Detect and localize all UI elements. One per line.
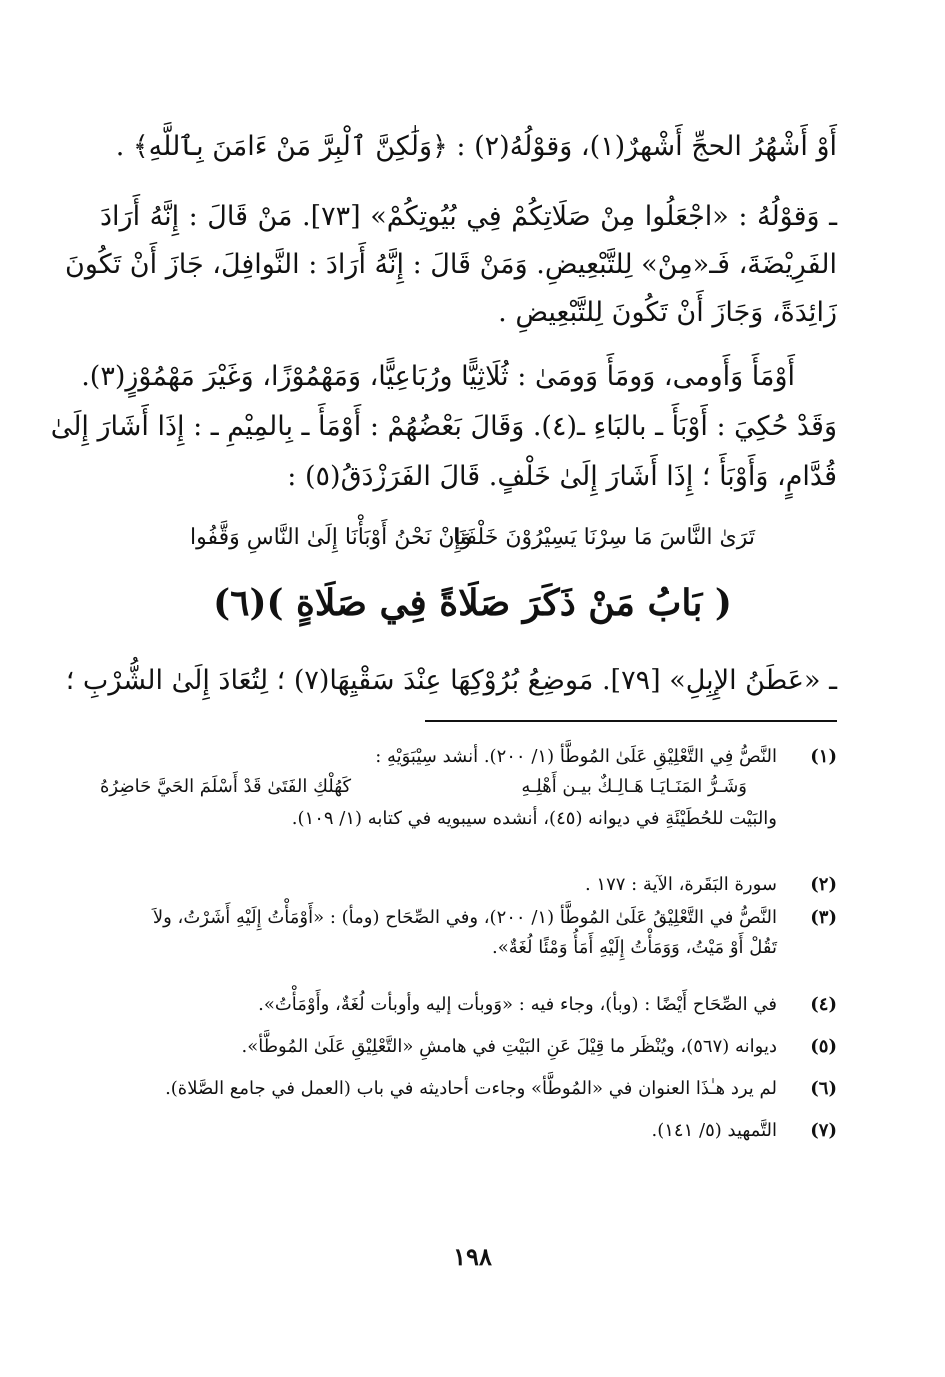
footnote-text: ديوانه (٥٦٧)، ويُنْظَر ما قِيْلَ عَنِ البَيْتِ في هامشِ «التَّعْلِيْقِ عَلَىٰ المُوطَّأ». bbox=[241, 1036, 777, 1057]
chapter-title: ( بَابُ مَنْ ذَكَرَ صَلَاةً فِي صَلَاةٍ )(٦) bbox=[213, 582, 732, 624]
footnote-text: لم يرد هـٰذَا العنوان في «المُوطَّأ» وجاءت أحاديثه في باب (العمل في جامع الصَّلاة). bbox=[165, 1078, 777, 1099]
footnote-verse-first: وَشَـرُّ المَنَـايَـا هَـالِـكٌ بيـن أَهْلِـهِ bbox=[521, 776, 747, 797]
text-line-6: وَقَدْ حُكِيَ : أَوْبَأَ ـ بالبَاءِ ـ(٤). وَقَالَ بَعْضُهُمْ : أَوْمَأَ ـ بِالمِيْمِ ـ : إِذَا أَشَارَ إِلَىٰ bbox=[50, 411, 837, 442]
footnote-text: في الصِّحَاح أَيْضًا : (وبأ)، وجاء فيه : «وَوبأت إليه وأوبأت لُغَةٌ، وأَوْمَأْتُ». bbox=[258, 994, 777, 1015]
footnote-number: (٥) bbox=[810, 1036, 837, 1057]
text-line-7: قُدَّامٍ، وَأَوْبَأَ ؛ إِذَا أَشَارَ إِلَىٰ خَلْفٍ. قَالَ الفَرَزْدَقُ(٥) : bbox=[287, 461, 837, 492]
footnote-text: النَّصُّ في التَّعْلِيْقُ عَلَىٰ المُوطَّأ (١/ ٢٠٠)، وفي الصِّحَاح (ومأ) : «أَوْمَأْتُ إِلَيْهِ أَشَرْتُ، ولاَ bbox=[152, 907, 777, 928]
footnote-text: النَّصُّ فِي التَّعْلِيْقِ عَلَىٰ المُوطَّأ (١/ ٢٠٠). أنشد سِيْبَوَيْهِ : bbox=[375, 746, 777, 767]
footnote-text: التَّمهيد (٥/ ١٤١). bbox=[651, 1120, 777, 1141]
footnote-1 bbox=[100, 742, 837, 842]
footnote-number: (٣) bbox=[810, 907, 837, 928]
text-line-2: ـ وَقوْلُهُ : «اجْعَلُوا مِنْ صَلَاتِكُمْ فِي بُيُوتِكُمْ» [٧٣]. مَنْ قَالَ : إِنَّهُ أَرَادَ bbox=[100, 201, 837, 232]
page-number: ١٩٨ bbox=[453, 1242, 492, 1271]
footnote-number: (١) bbox=[810, 746, 837, 767]
footnote-verse-second: كَهُلْكِ الفَتَىٰ قَدْ أَسْلَمَ الحَيَّ حَاضِرُهُ bbox=[100, 776, 352, 797]
footnote-number: (٦) bbox=[810, 1078, 837, 1099]
text-line-last: ـ «عَطَنُ الإِبِلِ» [٧٩]. مَوضِعُ بُرُوْكِهَا عِنْدَ سَقْيِهَا(٧) ؛ لِتُعَادَ إِلَىٰ الشُّرْبِ ؛ bbox=[65, 665, 837, 696]
footnote-text-continued: تَقُلْ أَوْ مَيْتُ، وَوَمَأْتُ إِلَيْهِ أَمَأُ وَمْئًا لُغَةٌ». bbox=[491, 937, 777, 958]
text-line-4: زَائِدَةً، وَجَازَ أَنْ تَكُونَ لِلتَّبْعِيضِ . bbox=[498, 297, 837, 328]
footnote-number: (٤) bbox=[810, 994, 837, 1015]
text-line-5: أَوْمَأَ وَأَومى، وَومَأَ وَومَىٰ : ثُلَاثِيًّا ورُبَاعِيًّا، وَمَهْمُوْزًا، وَغَيْرَ مَهْمُوْزٍ(٣). bbox=[81, 361, 795, 392]
footnote-number: (٧) bbox=[810, 1120, 837, 1141]
verse-second-hemistich: وَإِنْ نَحْنُ أَوْبَأْنَا إِلَىٰ النَّاسِ وَقَّفُوا bbox=[190, 525, 472, 550]
verse-first-hemistich: تَرَىٰ النَّاسَ مَا سِرْنَا يَسِيْرُوْنَ خَلْفَنَا bbox=[452, 525, 755, 550]
footnote-number: (٢) bbox=[810, 874, 837, 895]
footnote-extra: والبَيْت للحُطَيْئَةِ في ديوانه (٤٥)، أنشده سيبويه في كتابه (١/ ١٠٩). bbox=[291, 808, 777, 829]
footnote-text: سورة البَقَرة، الآية : ١٧٧ . bbox=[584, 874, 777, 895]
footnote-3 bbox=[100, 903, 837, 963]
text-line-3: الفَرِيْضَةَ، فَـ«مِنْ» لِلتَّبْعِيضِ. وَمَنْ قَالَ : إِنَّهُ أَرَادَ : النَّوافِلَ، جَازَ أَنْ تَكُونَ bbox=[65, 249, 837, 280]
text-line-1: أَوْ أَشْهُرُ الحجِّ أَشْهرٌ(١)، وَقوْلُهُ(٢) : ﴿وَلَٰكِنَّ ٱلْبِرَّ مَنْ ءَامَنَ بِٱللَّهِ﴾ . bbox=[115, 131, 837, 162]
footnote-divider bbox=[425, 720, 837, 722]
